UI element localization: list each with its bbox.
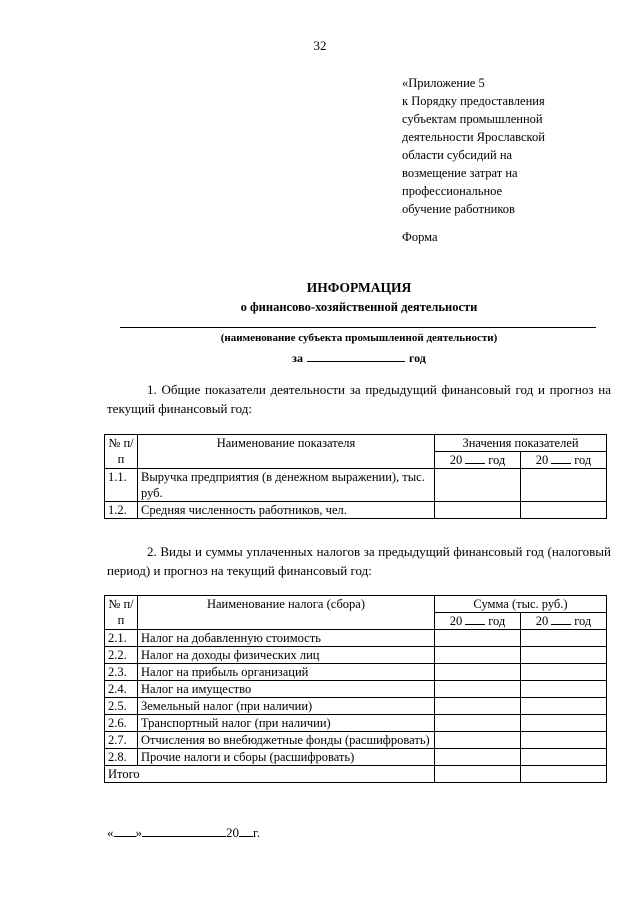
col-header-name: Наименование показателя	[138, 435, 435, 469]
table-row	[105, 715, 607, 732]
row-num: 1.1.	[105, 469, 138, 502]
value-cell[interactable]	[435, 732, 521, 749]
total-row	[105, 766, 607, 783]
year-cell: 20 год	[521, 613, 607, 630]
row-name: Средняя численность работников, чел.	[138, 502, 435, 519]
appendix-line: профессиональное	[402, 184, 503, 198]
value-cell[interactable]	[435, 502, 521, 519]
value-cell[interactable]	[521, 681, 607, 698]
date-line: « » 20 г.	[107, 825, 261, 840]
row-num: 1.2.	[105, 502, 138, 519]
total-value-cell[interactable]	[521, 766, 607, 783]
value-cell[interactable]	[435, 647, 521, 664]
value-cell[interactable]	[521, 732, 607, 749]
indicators-table	[104, 434, 607, 519]
table-row	[105, 732, 607, 749]
entity-name-caption: (наименование субъекта промышленной деятельности)	[220, 332, 498, 344]
value-cell[interactable]	[435, 698, 521, 715]
row-name: Налог на имущество	[138, 681, 435, 698]
taxes-table	[104, 595, 607, 783]
row-name: Прочие налоги и сборы (расшифровать)	[138, 749, 435, 766]
row-num: 2.8.	[105, 749, 138, 766]
col-header-num: № п/п	[105, 435, 138, 469]
row-num: 2.2.	[105, 647, 138, 664]
value-cell[interactable]	[435, 664, 521, 681]
appendix-line: субъектам промышленной	[402, 112, 543, 126]
section-2-text: 2. Виды и суммы уплаченных налогов за предыдущий финансовый год (налоговый период) и прогноз на текущий финансовый год:	[107, 544, 611, 578]
value-cell[interactable]	[435, 630, 521, 647]
value-cell[interactable]	[435, 469, 521, 502]
row-name: Выручка предприятия (в денежном выражении), тыс. руб.	[138, 469, 435, 502]
col-header-sum: Сумма (тыс. руб.)	[435, 596, 607, 613]
month-blank	[142, 824, 226, 837]
period-blank	[307, 349, 405, 362]
row-num: 2.5.	[105, 698, 138, 715]
table-row	[105, 698, 607, 715]
section-1-text: 1. Общие показатели деятельности за предыдущий финансовый год и прогноз на текущий финансовый год:	[107, 382, 611, 416]
value-cell[interactable]	[521, 664, 607, 681]
page-number: 32	[313, 38, 327, 53]
value-cell[interactable]	[521, 715, 607, 732]
table-row	[105, 749, 607, 766]
value-cell[interactable]	[435, 681, 521, 698]
table-header-row	[105, 596, 607, 613]
table-header-row	[105, 435, 607, 452]
table-row	[105, 664, 607, 681]
year-cell: 20 год	[435, 452, 521, 469]
day-blank	[114, 824, 136, 837]
value-cell[interactable]	[521, 698, 607, 715]
row-name: Отчисления во внебюджетные фонды (расшифровать)	[138, 732, 435, 749]
table-row	[105, 502, 607, 519]
row-num: 2.3.	[105, 664, 138, 681]
col-header-values: Значения показателей	[435, 435, 607, 452]
table-row	[105, 469, 607, 502]
period-suffix: год	[408, 351, 426, 365]
appendix-line: обучение работников	[402, 202, 515, 216]
col-header-num: № п/п	[105, 596, 138, 630]
value-cell[interactable]	[521, 647, 607, 664]
row-name: Налог на доходы физических лиц	[138, 647, 435, 664]
document-title: ИНФОРМАЦИЯ	[306, 280, 412, 295]
value-cell[interactable]	[435, 749, 521, 766]
year-cell: 20 год	[435, 613, 521, 630]
table-row	[105, 681, 607, 698]
entity-name-line	[120, 327, 596, 328]
appendix-note	[402, 74, 632, 218]
appendix-line: возмещение затрат на	[402, 166, 518, 180]
row-name: Налог на прибыль организаций	[138, 664, 435, 681]
value-cell[interactable]	[521, 469, 607, 502]
col-header-name: Наименование налога (сбора)	[138, 596, 435, 630]
value-cell[interactable]	[521, 749, 607, 766]
value-cell[interactable]	[521, 630, 607, 647]
value-cell[interactable]	[435, 715, 521, 732]
appendix-line: к Порядку предоставления	[402, 94, 545, 108]
table-row	[105, 630, 607, 647]
year-blank	[239, 824, 253, 837]
row-num: 2.1.	[105, 630, 138, 647]
row-name: Транспортный налог (при наличии)	[138, 715, 435, 732]
value-cell[interactable]	[521, 502, 607, 519]
table-row	[105, 647, 607, 664]
appendix-line: «Приложение 5	[402, 76, 485, 90]
year-cell: 20 год	[521, 452, 607, 469]
appendix-line: деятельности Ярославской	[402, 130, 545, 144]
row-num: 2.4.	[105, 681, 138, 698]
form-label: Форма	[402, 230, 438, 244]
row-num: 2.7.	[105, 732, 138, 749]
total-value-cell[interactable]	[435, 766, 521, 783]
row-num: 2.6.	[105, 715, 138, 732]
total-label: Итого	[105, 766, 435, 783]
row-name: Земельный налог (при наличии)	[138, 698, 435, 715]
appendix-line: области субсидий на	[402, 148, 513, 162]
period-line	[0, 349, 640, 366]
row-name: Налог на добавленную стоимость	[138, 630, 435, 647]
document-subtitle: о финансово-хозяйственной деятельности	[240, 300, 478, 314]
period-prefix: за	[292, 351, 303, 365]
